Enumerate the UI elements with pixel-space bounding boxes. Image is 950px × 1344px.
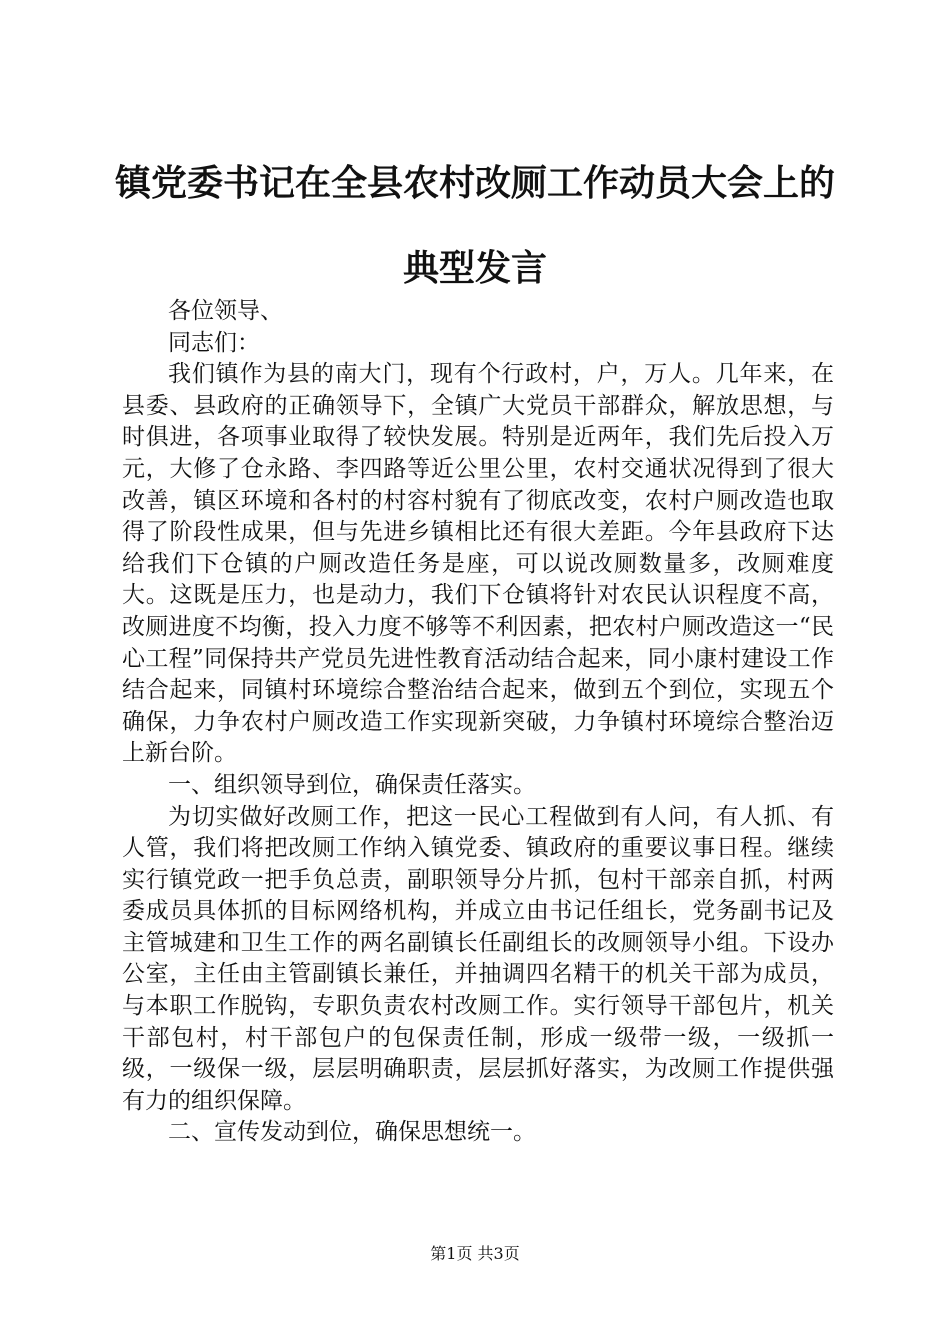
salutation-leaders: 各位领导、	[168, 298, 283, 324]
document-title-line-2: 典型发言	[402, 247, 547, 289]
section-heading-2: 二、宣传发动到位，确保思想统一。	[168, 1119, 536, 1146]
page-number-footer: 第1页 共3页	[430, 1244, 520, 1263]
salutation-comrades: 同志们：	[168, 329, 260, 356]
document-title-line-1: 镇党委书记在全县农村改厕工作动员大会上的	[114, 162, 835, 204]
intro-paragraph: 我们镇作为县的南大门，现有个行政村，户，万人。几年来，在县委、县政府的正确领导下，全镇广大党员干部群众，解放思想，与时俱进，各项事业取得了较快发展。特别是近两年，我们先后投入万元，大修了仓永路、李四路等近公里公里，农村交通状况得到了很大改善，镇区环境和各村的村容村貌有了彻底改变，农村户厕改造也取得了阶段性成果，但与先进乡镇相比还有很大差距。今年县政府下达给我们下仓镇的户厕改造任务是座，可以说改厕数量多，改厕难度大。这既是压力，也是动力，我们下仓镇将针对农民认识程度不高，改厕进度不均衡，投入力度不够等不利因素，把农村户厕改造这一“民心工程”同保持共产党员先进性教育活动结合起来，同小康村建设工作结合起来，同镇村环境综合整治结合起来，做到五个到位，实现五个确保，力争农村户厕改造工作实现新突破，力争镇村环境综合整治迈上新台阶。	[122, 361, 834, 767]
section-heading-1: 一、组织领导到位，确保责任落实。	[168, 771, 536, 798]
section-paragraph-1: 为切实做好改厕工作，把这一民心工程做到有人问，有人抓、有人管，我们将把改厕工作纳入镇党委、镇政府的重要议事日程。继续实行镇党政一把手负总责，副职领导分片抓，包村干部亲自抓，村两委成员具体抓的目标网络机构，并成立由书记任组长，党务副书记及主管城建和卫生工作的两名副镇长任副组长的改厕领导小组。下设办公室，主任由主管副镇长兼任，并抽调四名精干的机关干部为成员，与本职工作脱钩，专职负责农村改厕工作。实行领导干部包片，机关干部包村，村干部包户的包保责任制，形成一级带一级，一级抓一级，一级保一级，层层明确职责，层层抓好落实，为改厕工作提供强有力的组织保障。	[122, 803, 834, 1114]
document-body	[122, 296, 834, 1149]
